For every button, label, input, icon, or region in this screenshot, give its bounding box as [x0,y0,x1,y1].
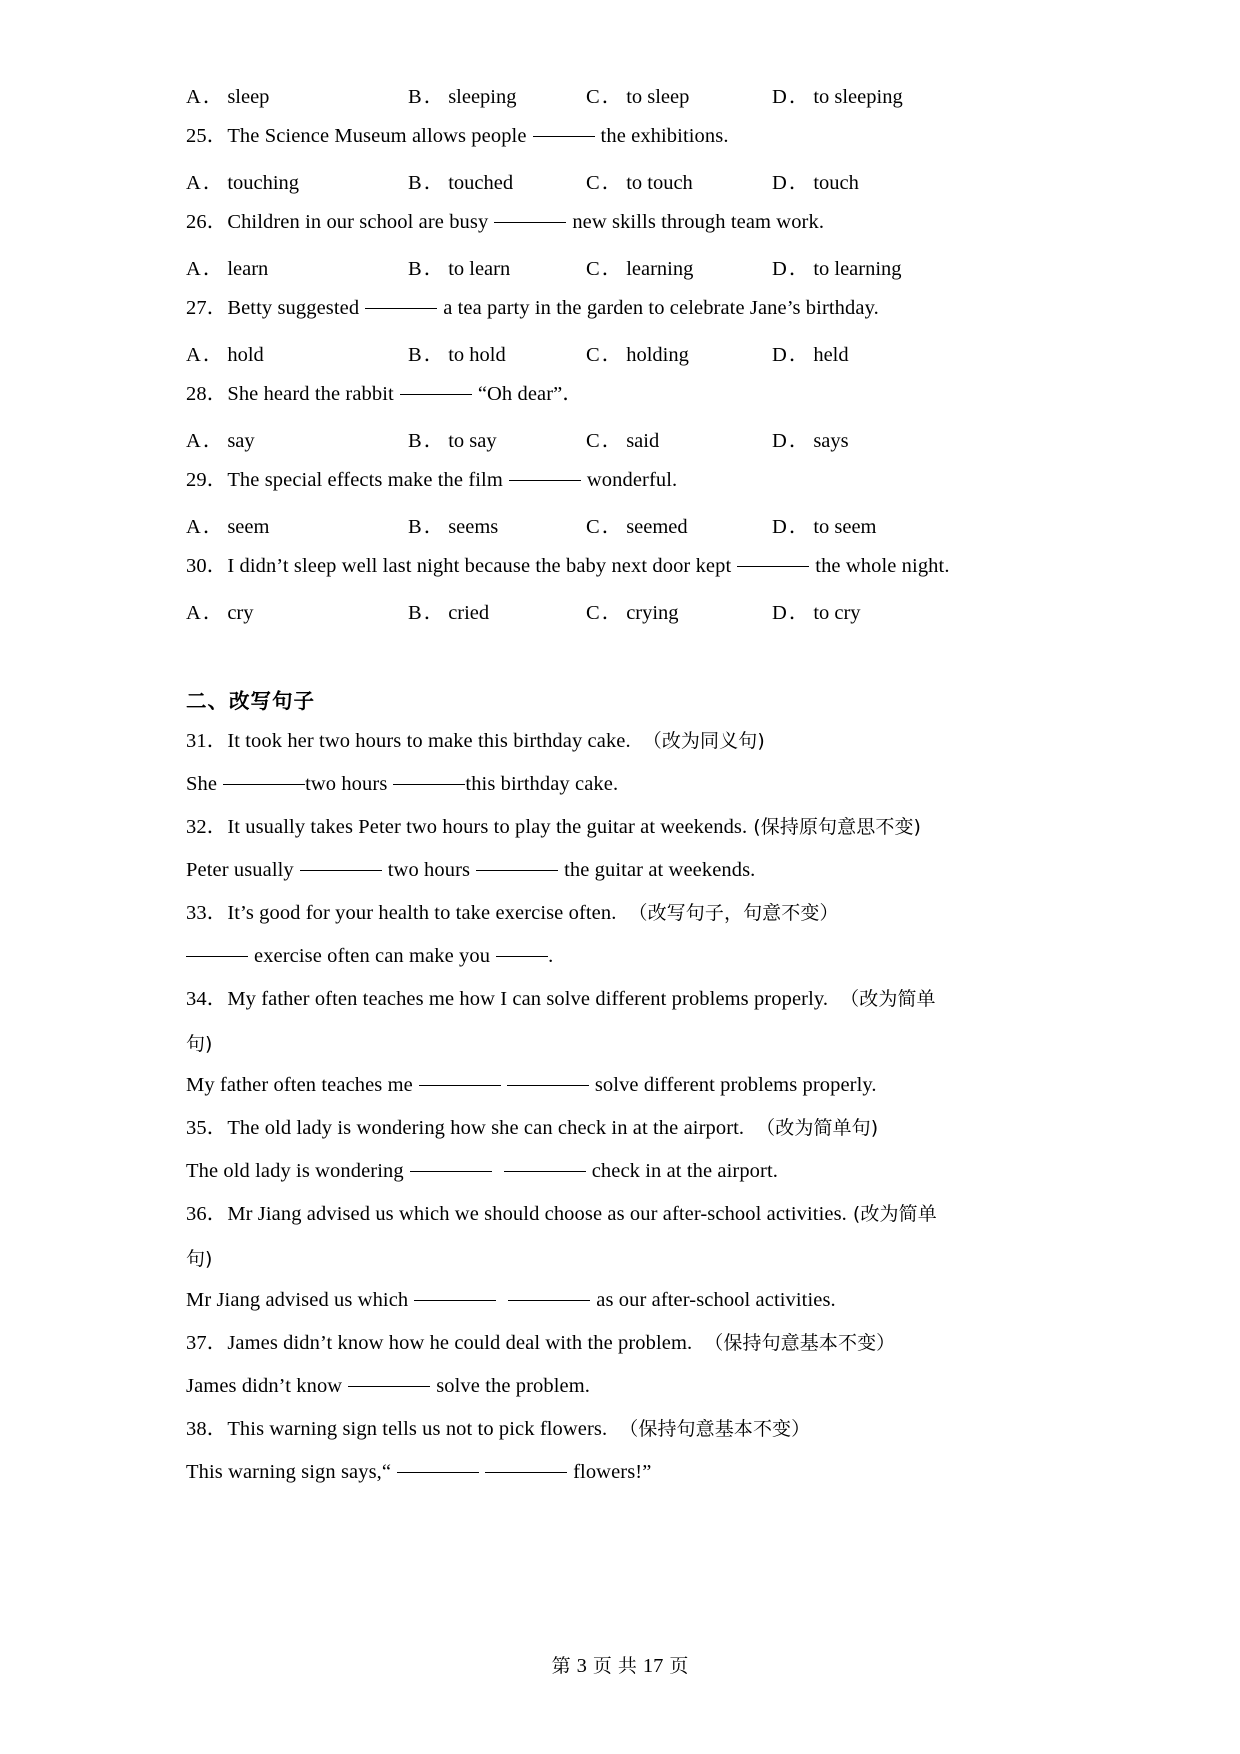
question-stem-36: 36 ． Mr Jiang advised us which we should choose as our after-school activities. (改为简单 [186,1203,937,1226]
answer-blank [494,222,566,223]
answer-blank [397,1472,479,1473]
option-a: A． say [186,429,255,452]
answer-line-33: exercise often can make you . [186,935,1060,978]
answer-blank [507,1085,589,1086]
option-d: D． to sleeping [772,85,903,108]
answer-blank [414,1300,496,1301]
answer-line-36: Mr Jiang advised us which as our after-school activities. [186,1289,836,1312]
option-b: B． to hold [408,343,506,366]
question-stem-35: 35 ． The old lady is wondering how she can check in at the airport. （改为简单句) [186,1117,879,1140]
page-footer [0,1651,1240,1678]
option-b: B． sleeping [408,85,517,108]
option-a: A． touching [186,171,300,194]
option-d: D． says [772,429,849,452]
question-stem-27: 27 ． Betty suggested a tea party in the garden to celebrate Jane’s birthday. [186,297,879,320]
option-c: C． said [586,429,660,452]
option-d: D． touch [772,171,859,194]
answer-line-34: My father often teaches me solve different problems properly. [186,1074,877,1097]
question-stem-28: 28 ． She heard the rabbit “Oh dear”． [186,383,583,406]
option-d: D． held [772,343,849,366]
question-stem-34: 34 ． My father often teaches me how I can solve different problems properly. （改为简单 [186,988,936,1011]
answer-line-37: James didn’t know solve the problem. [186,1375,591,1398]
option-d: D． to seem [772,515,877,538]
option-c: C． seemed [586,515,688,538]
options-row-27 [186,330,1060,373]
question-stem-25: 25 ． The Science Museum allows people the exhibitions. [186,125,729,148]
answer-blank [504,1171,586,1172]
question-stem-33: 33 ． It’s good for your health to take exercise often. （改写句子，句意不变） [186,902,839,925]
option-a: A． hold [186,343,264,366]
options-row-28 [186,416,1060,459]
question-stem-37: 37 ． James didn’t know how he could deal with the problem. （保持句意基本不变） [186,1332,896,1355]
option-b: B． seems [408,515,499,538]
question-stem-30: 30 ． I didn’t sleep well last night because the baby next door kept the whole night. [186,555,950,578]
question-stem-38: 38 ． This warning sign tells us not to pick flowers. （保持句意基本不变） [186,1418,811,1441]
question-stem-34-wrap: 句) [186,1033,213,1055]
answer-line-31: She two hours this birthday cake. [186,773,619,796]
question-stem-31: 31 ． It took her two hours to make this birthday cake. （改为同义句) [186,730,765,753]
option-a: A． sleep [186,85,270,108]
footer-current-page: 3 [576,1655,587,1677]
option-b: B． touched [408,171,514,194]
answer-blank [348,1386,430,1387]
options-row-30 [186,588,1060,631]
question-stem-32: 32 ． It usually takes Peter two hours to play the guitar at weekends. (保持原句意思不变) [186,816,922,839]
answer-blank [393,784,465,785]
footer-middle: 页 共 [592,1655,637,1677]
footer-suffix: 页 [669,1655,689,1677]
answer-blank [300,870,382,871]
answer-blank [419,1085,501,1086]
answer-blank [410,1171,492,1172]
options-row-q24 [186,72,1060,115]
answer-line-38: This warning sign says,“ flowers!” [186,1461,652,1484]
answer-blank [485,1472,567,1473]
answer-line-35: The old lady is wondering check in at the airport. [186,1160,778,1183]
options-row-26 [186,244,1060,287]
option-c: C． holding [586,343,689,366]
option-c: C． crying [586,601,679,624]
answer-blank [496,956,548,957]
option-d: D． to learning [772,257,902,280]
option-c: C． to sleep [586,85,690,108]
answer-blank [533,136,595,137]
answer-blank [186,956,248,957]
answer-blank [365,308,437,309]
answer-blank [508,1300,590,1301]
options-row-25 [186,158,1060,201]
answer-blank [737,566,809,567]
answer-blank [476,870,558,871]
option-b: B． to learn [408,257,511,280]
answer-blank [509,480,581,481]
section-heading-two: 二、改写句子 [186,688,315,713]
option-d: D． to cry [772,601,861,624]
answer-line-32: Peter usually two hours the guitar at weekends. [186,859,756,882]
question-stem-36-wrap: 句) [186,1248,213,1270]
option-c: C． to touch [586,171,693,194]
option-c: C． learning [586,257,694,280]
section-spacer [186,631,1060,677]
option-b: B． cried [408,601,490,624]
option-b: B． to say [408,429,497,452]
option-a: A． learn [186,257,269,280]
answer-blank [400,394,472,395]
question-stem-26: 26 ． Children in our school are busy new skills through team work. [186,211,825,234]
option-a: A． cry [186,601,254,624]
option-a: A． seem [186,515,270,538]
options-row-29 [186,502,1060,545]
answer-blank [223,784,305,785]
footer-prefix: 第 [551,1655,571,1677]
question-stem-29: 29 ． The special effects make the film wonderful. [186,469,678,492]
footer-total-pages: 17 [642,1655,664,1677]
